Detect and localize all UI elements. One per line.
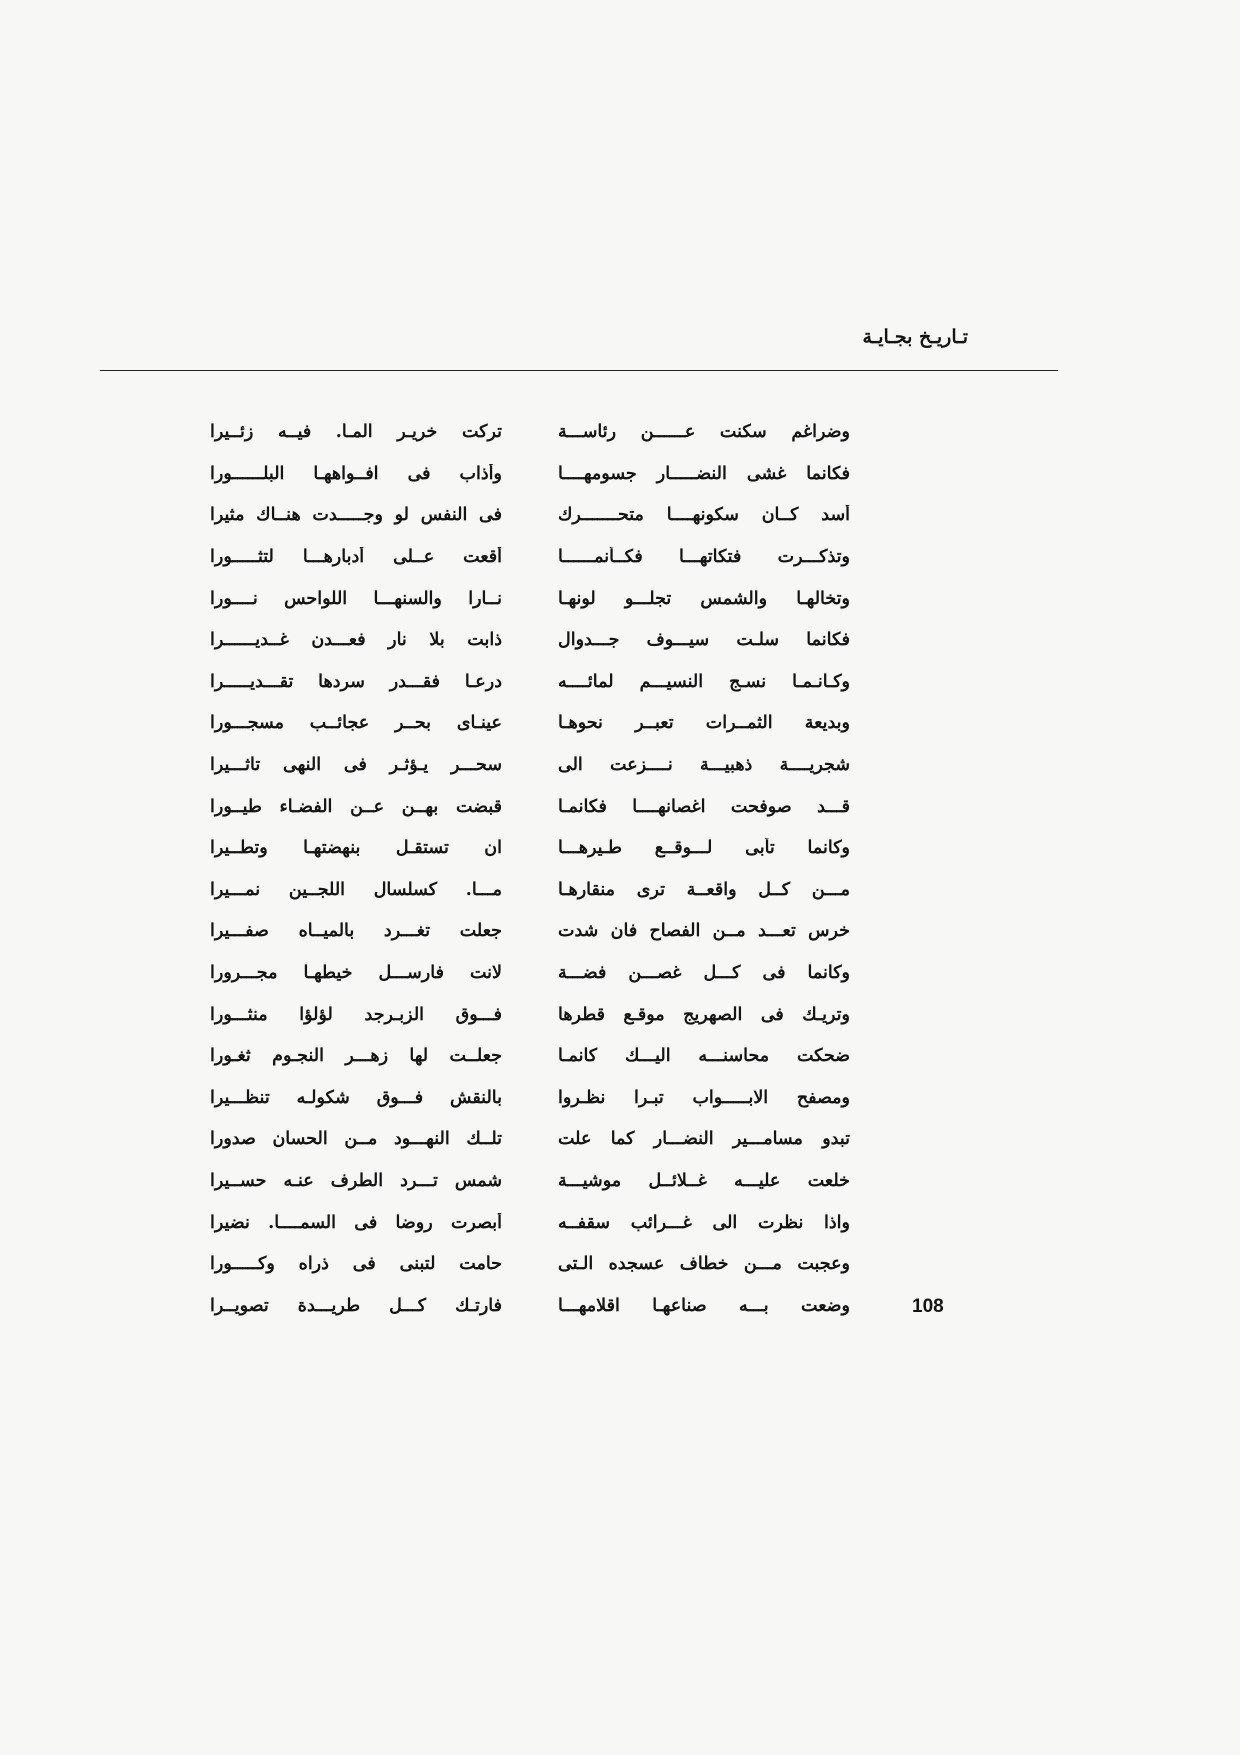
first-hemistich: قـــد صوفحت اغصانهــــا فكانمـا <box>558 796 850 817</box>
verse-row <box>210 495 850 537</box>
verse-row <box>210 1078 850 1120</box>
first-hemistich: فكانما غشى النضـــــار جسومهــــا <box>558 463 850 484</box>
verse-row <box>210 1285 850 1327</box>
header-rule <box>100 370 1058 371</box>
first-hemistich: وبديعة الثمــرات تعبــر نحوهـا <box>558 713 850 734</box>
verse-row <box>210 870 850 912</box>
first-hemistich: وتخالهـا والشمس تجلـــو لونهـا <box>558 588 850 609</box>
first-hemistich: مـــن كــل واقعــة ترى منقارهـا <box>558 879 850 900</box>
verse-row <box>210 1036 850 1078</box>
verse-row <box>210 828 850 870</box>
first-hemistich: واذا نظرت الى غـــرائب سقفــه <box>558 1212 850 1233</box>
first-hemistich: وكانما تأبى لـــوقــع طـيرهـــا <box>558 838 850 859</box>
first-hemistich: وضعت بـــه صناعهـا اقلامهـــا <box>558 1295 850 1316</box>
second-hemistich: جعلــت لها زهـــر النجـوم ثغـورا <box>210 1046 502 1067</box>
second-hemistich: أبصرت روضا فى السمــــا. نضيرا <box>210 1212 502 1233</box>
first-hemistich: ضحكت محاسنـــه اليـــك كانمـا <box>558 1046 850 1067</box>
verse-row <box>210 703 850 745</box>
second-hemistich: فارتـك كـــل طريـــدة تصويــرا <box>210 1295 502 1316</box>
verse-row <box>210 578 850 620</box>
second-hemistich: لانت فارســـل خيطهـا مجـــرورا <box>210 963 502 984</box>
second-hemistich: أقعت عــلى أدبارهـــا لتثـــــورا <box>210 547 502 568</box>
second-hemistich: فـــوق الزبـرجد لؤلؤا منثـــورا <box>210 1004 502 1025</box>
second-hemistich: حامت لتبنى فى ذراه وكـــــورا <box>210 1254 502 1275</box>
verse-row <box>210 537 850 579</box>
second-hemistich: قبضت بهــن عــن الفضـاء طيــورا <box>210 796 502 817</box>
first-hemistich: شجريــــة ذهبيـــة نــــزعت الى <box>558 755 850 776</box>
first-hemistich: وتذكـــرت فتكاتهـــا فكــأنمــــــا <box>558 547 850 568</box>
second-hemistich: جعلت تغـــرد بالميــاه صفـــيرا <box>210 921 502 942</box>
first-hemistich: أسد كــان سكونهــــا متحـــــــرك <box>558 505 850 526</box>
first-hemistich: وكانما فى كـــل غصـــن فضـــة <box>558 963 850 984</box>
verse-row <box>210 1202 850 1244</box>
running-header-title: تـاريـخ بجـايـة <box>862 326 968 348</box>
first-hemistich: وكـانـمـا نسـج النسيـــم لمائــــه <box>558 671 850 692</box>
poem <box>210 412 850 1327</box>
first-hemistich: وتريـك فى الصهريج موقـع قطرها <box>558 1004 850 1025</box>
verse-row <box>210 1244 850 1286</box>
verse-row <box>210 953 850 995</box>
second-hemistich: وأذاب فى افــواههـا البلــــــورا <box>210 463 502 484</box>
first-hemistich: وعجبت مـــن خطاف عسجده الـتى <box>558 1254 850 1275</box>
second-hemistich: درعـا فقـــدر سردها تقـــديـــــرا <box>210 671 502 692</box>
first-hemistich: تبدو مسامـــير النضـــار كما علت <box>558 1129 850 1150</box>
second-hemistich: عينـاى بحــر عجائــب مسجـــورا <box>210 713 502 734</box>
second-hemistich: نــارا والسنهـــا اللواحس نــــورا <box>210 588 502 609</box>
verse-row <box>210 1161 850 1203</box>
first-hemistich: خلعت عليـــه غــلائــل موشيـــة <box>558 1170 850 1191</box>
second-hemistich: بالنقش فـــوق شكولـه تنظـــيرا <box>210 1087 502 1108</box>
second-hemistich: فى النفس لو وجـــــدت هنــاك مثيرا <box>210 505 502 526</box>
first-hemistich: ومصفح الابـــــواب تبـرا نظـروا <box>558 1087 850 1108</box>
verse-row <box>210 1119 850 1161</box>
second-hemistich: ان تستقـل بنهضتهـا وتطــيرا <box>210 838 502 859</box>
verse-row <box>210 662 850 704</box>
second-hemistich: تلــك النهـــود مــن الحسان صدورا <box>210 1129 502 1150</box>
first-hemistich: خرس تعـــد مــن الفصاح فان شدت <box>558 921 850 942</box>
second-hemistich: مـــا. كسلسال اللجــين نمـــيرا <box>210 879 502 900</box>
verse-row <box>210 911 850 953</box>
page-number: 108 <box>912 1296 944 1317</box>
first-hemistich: وضراغم سكنت عــــــن رئاســـة <box>558 422 850 443</box>
first-hemistich: فكانما سلـت سيـــوف جـــدوال <box>558 630 850 651</box>
second-hemistich: سحـــر يـؤثـر فى النهى تاثـــيرا <box>210 755 502 776</box>
second-hemistich: تركت خريـر المـا. فيــه زئــيرا <box>210 422 502 443</box>
verse-row <box>210 786 850 828</box>
second-hemistich: شمس تـــرد الطرف عنـه حســيرا <box>210 1170 502 1191</box>
verse-row <box>210 994 850 1036</box>
verse-row <box>210 620 850 662</box>
verse-row <box>210 454 850 496</box>
verse-row <box>210 745 850 787</box>
verse-row <box>210 412 850 454</box>
second-hemistich: ذابت بلا نار فعـــدن غــديــــــرا <box>210 630 502 651</box>
